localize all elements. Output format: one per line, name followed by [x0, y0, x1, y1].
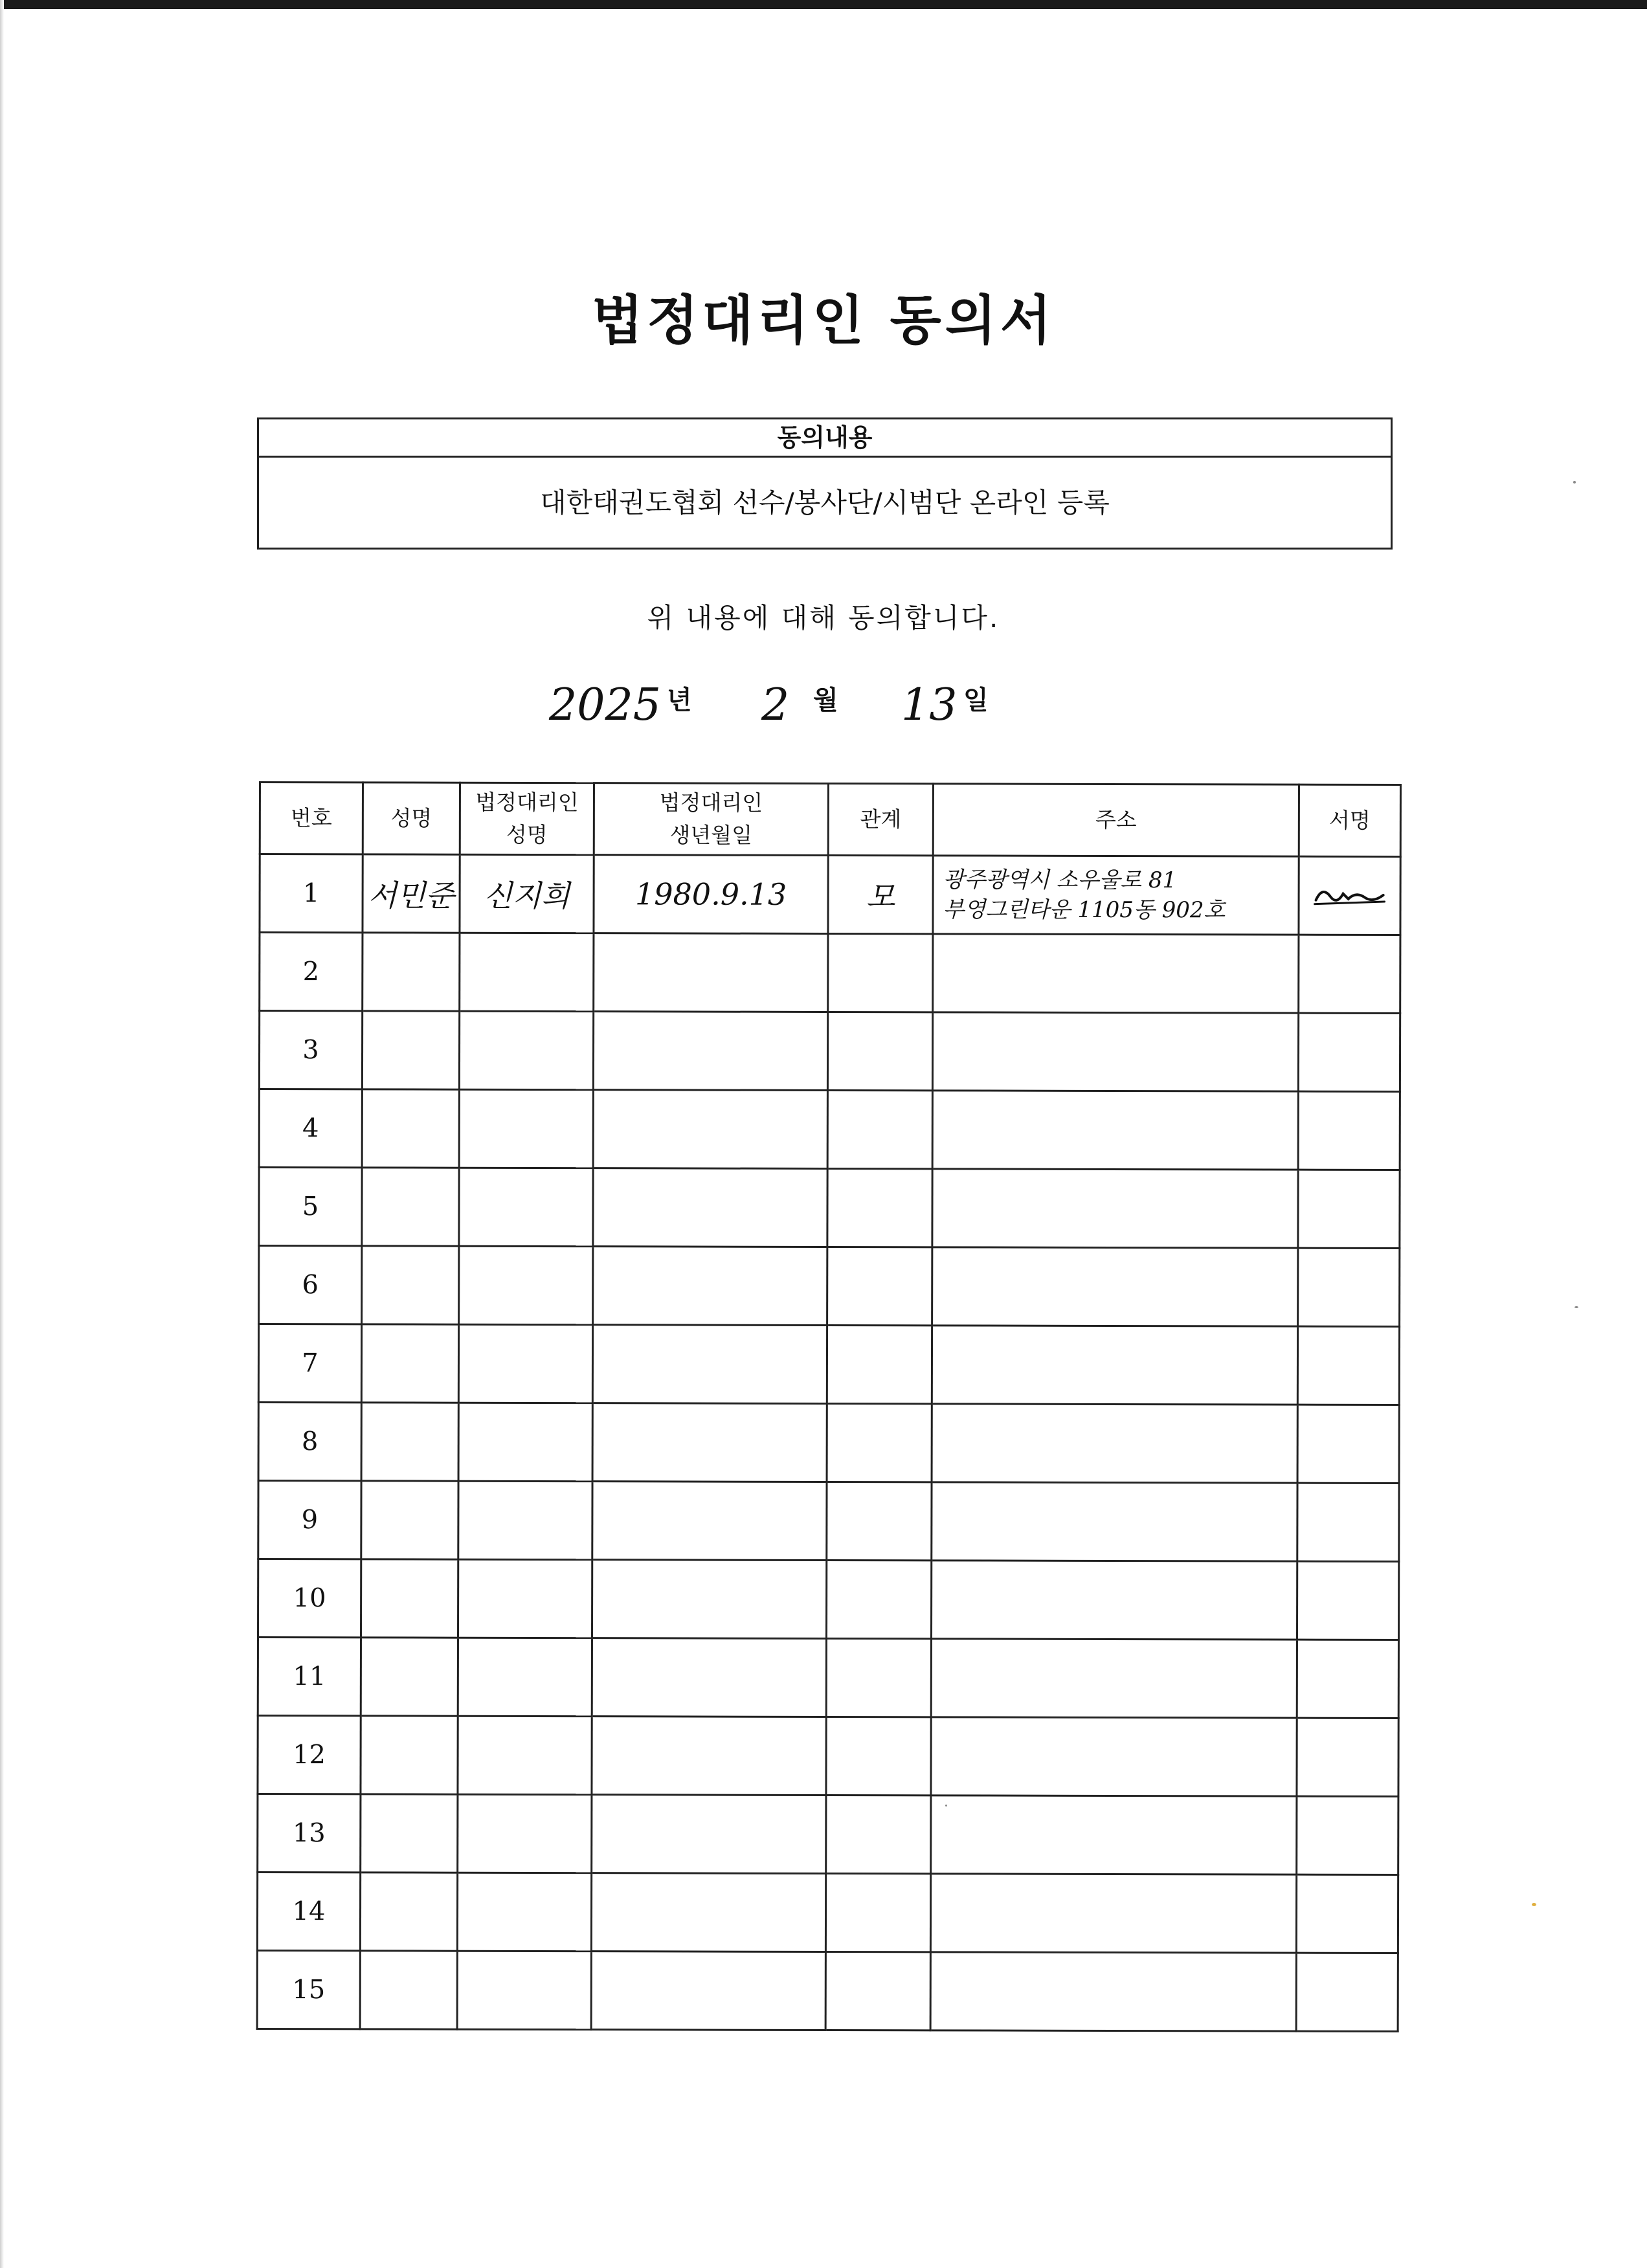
row-name: [361, 1403, 458, 1481]
row-guardian-birth: [593, 1012, 827, 1091]
row-number: 3: [259, 1011, 362, 1089]
row-name: [361, 1638, 458, 1716]
row-number: 13: [258, 1794, 361, 1872]
row-guardian-name: [458, 1324, 592, 1403]
row-address: [933, 856, 1299, 935]
table-row: [258, 1794, 1398, 1874]
row-guardian-name: [459, 1089, 593, 1168]
header-guardian-name: [460, 783, 594, 854]
row-guardian-name: [458, 1559, 592, 1638]
row-relation: [826, 1717, 931, 1795]
row-address: [931, 1717, 1297, 1796]
consent-header: 동의내용: [259, 419, 1391, 458]
row-address: [932, 1169, 1298, 1248]
table-row: [258, 1638, 1398, 1718]
row-number: 12: [258, 1715, 361, 1794]
row-guardian-birth: [594, 855, 828, 934]
date-day-unit: 일: [963, 685, 989, 715]
table-row: [257, 1872, 1398, 1953]
row-name: [363, 933, 460, 1011]
row-number: 4: [259, 1089, 362, 1168]
row-signature: [1299, 856, 1400, 935]
row-number: 15: [257, 1950, 360, 2029]
row-address: [932, 1326, 1297, 1405]
row-guardian-birth: [592, 1717, 826, 1796]
row-relation: [826, 1795, 931, 1873]
row-number: 6: [259, 1246, 362, 1324]
row-guardian-birth: [592, 1560, 826, 1639]
row-name: [362, 1089, 459, 1168]
row-name: [361, 1481, 458, 1559]
row-relation: [827, 1482, 932, 1560]
row-number: 7: [258, 1324, 361, 1403]
row-guardian-birth: [593, 1090, 827, 1169]
row-guardian-name: [458, 1716, 592, 1794]
date-row: [0, 673, 1647, 744]
scan-speck: [1532, 1903, 1536, 1906]
row-signature: [1298, 1170, 1400, 1248]
table-row: [259, 1011, 1400, 1092]
row-signature: [1298, 1013, 1400, 1091]
row-guardian-birth: [592, 1403, 827, 1482]
row-guardian-birth: [591, 1951, 825, 2030]
row-address: [931, 1639, 1297, 1718]
row-relation: [827, 1325, 932, 1403]
row-relation: [826, 1638, 931, 1717]
header-guardian-name-line1: 법정대리인: [475, 789, 579, 816]
row-signature: [1297, 1796, 1398, 1874]
row-name: [360, 1951, 457, 2029]
table-row: [258, 1403, 1399, 1484]
row-relation: [827, 1403, 932, 1482]
row-address: [932, 1482, 1297, 1561]
row-relation: [825, 1951, 930, 2030]
row-guardian-name: [458, 1794, 592, 1873]
date-month: 2: [761, 680, 790, 731]
row-relation: [828, 933, 933, 1012]
table-row: [257, 1950, 1398, 2031]
date-month-unit: 월: [813, 685, 838, 715]
row-name: [362, 1246, 459, 1324]
table-row: [258, 1481, 1399, 1562]
row-relation: [827, 1012, 932, 1090]
roster-table: [256, 781, 1402, 2032]
row-guardian-birth: [593, 1168, 827, 1247]
row-name: [360, 1873, 457, 1951]
row-number: 11: [258, 1638, 361, 1716]
row-guardian-name: [457, 1951, 591, 2029]
consent-box: [257, 417, 1393, 550]
header-number: 번호: [260, 783, 363, 854]
header-guardian-birth: [594, 783, 828, 856]
row-name: [362, 1011, 459, 1089]
row-address: [932, 1012, 1298, 1091]
roster-table-wrapper: [256, 781, 1400, 2032]
row-address: [932, 1091, 1298, 1170]
row-guardian-name: [458, 1638, 592, 1716]
table-row: [258, 1559, 1398, 1640]
row-name: [363, 854, 460, 933]
row-guardian-birth: [592, 1795, 826, 1874]
row-address: [930, 1874, 1296, 1953]
row-address: [931, 1561, 1297, 1640]
row-guardian-name: [460, 933, 594, 1011]
row-guardian-name: [459, 1011, 593, 1089]
row-number: 5: [259, 1168, 362, 1246]
consent-content: 대한태권도협회 선수/봉사단/시범단 온라인 등록: [540, 487, 1110, 518]
table-row: [259, 1089, 1400, 1170]
row-signature: [1297, 1561, 1398, 1640]
table-row: [259, 1168, 1400, 1249]
row-number: 9: [258, 1481, 361, 1559]
row-address-line1: 광주광역시 소우울로 81: [943, 867, 1177, 894]
row-guardian-name: [459, 1246, 593, 1324]
scan-top-edge: [0, 0, 1647, 9]
handwritten-signature-icon: [1311, 880, 1389, 912]
table-row: [258, 1715, 1398, 1796]
table-row: [259, 1246, 1400, 1327]
row-signature: [1297, 1640, 1398, 1718]
row-name: [362, 1168, 459, 1246]
row-address-line2: 부영그린타운 1105동 902호: [943, 896, 1226, 924]
row-relation-text: 모: [866, 879, 895, 915]
row-guardian-name: [460, 854, 594, 933]
header-signature: 서명: [1299, 784, 1400, 856]
date-year: 2025: [549, 680, 662, 731]
row-name: [361, 1324, 458, 1403]
row-number: 8: [258, 1403, 361, 1481]
row-number: 14: [257, 1872, 360, 1950]
row-guardian-birth: [594, 933, 828, 1012]
row-guardian-birth: [593, 1247, 827, 1326]
row-address: [932, 1247, 1298, 1326]
row-guardian-birth: [592, 1638, 826, 1717]
header-name: 성명: [363, 783, 460, 854]
row-guardian-name: [459, 1168, 593, 1246]
row-guardian-birth: [592, 1325, 827, 1404]
row-signature: [1298, 1248, 1400, 1326]
row-signature: [1297, 1483, 1399, 1561]
row-address: [933, 934, 1299, 1013]
row-guardian-birth: [591, 1873, 825, 1952]
row-name: [361, 1716, 458, 1794]
table-row: [258, 1324, 1399, 1405]
row-address: [932, 1404, 1297, 1483]
row-signature: [1296, 1953, 1398, 2031]
row-guardian-name-text: 신지희: [483, 878, 570, 914]
row-relation: [826, 1560, 931, 1638]
row-signature: [1298, 1091, 1400, 1170]
row-signature: [1296, 1874, 1398, 1953]
row-relation: [828, 855, 933, 933]
row-guardian-name: [458, 1403, 592, 1481]
agree-statement: 위 내용에 대해 동의합니다.: [647, 602, 1000, 634]
row-relation: [827, 1247, 932, 1325]
row-signature: [1299, 935, 1400, 1013]
header-relation: 관계: [828, 783, 933, 855]
row-relation: [825, 1873, 930, 1951]
row-guardian-name: [458, 1481, 592, 1559]
scan-speck: [945, 1805, 947, 1807]
scan-speck: [1573, 481, 1576, 484]
row-signature: [1297, 1326, 1399, 1405]
row-name-text: 서민준: [368, 878, 454, 913]
header-address: 주소: [933, 784, 1299, 856]
row-name: [361, 1559, 458, 1638]
table-row: [260, 933, 1400, 1014]
row-relation: [827, 1090, 932, 1168]
row-address: [931, 1796, 1297, 1874]
date-day: 13: [901, 680, 958, 731]
header-guardian-birth-line2: 생년월일: [669, 822, 753, 848]
row-signature: [1297, 1718, 1398, 1796]
row-name: [361, 1794, 458, 1873]
row-address: [930, 1952, 1296, 2031]
scan-speck: [1574, 1306, 1578, 1308]
row-guardian-name: [457, 1873, 591, 1951]
row-number: 10: [258, 1559, 361, 1638]
row-number: 1: [260, 854, 363, 933]
document-title: 법정대리인 동의서: [591, 290, 1056, 351]
row-number: 2: [260, 933, 363, 1011]
header-guardian-name-line2: 성명: [506, 821, 548, 848]
row-relation: [827, 1168, 932, 1247]
row-signature: [1297, 1405, 1399, 1483]
row-guardian-birth: [592, 1482, 827, 1561]
table-header-row: [260, 783, 1400, 857]
header-guardian-birth-line1: 법정대리인: [659, 790, 763, 816]
row-guardian-birth-text: 1980.9.13: [634, 876, 787, 912]
date-year-unit: 년: [667, 685, 692, 715]
table-row: [260, 854, 1400, 935]
